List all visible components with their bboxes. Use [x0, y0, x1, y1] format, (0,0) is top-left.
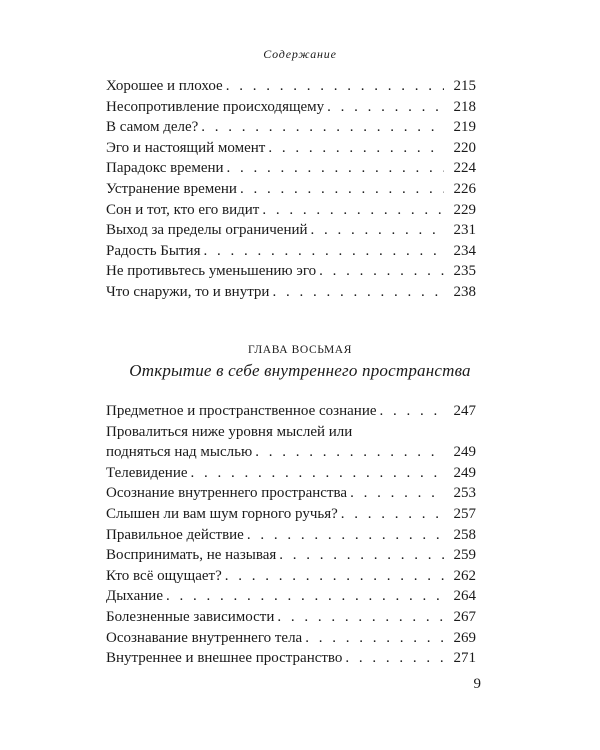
toc-entry[interactable]	[106, 179, 476, 200]
toc-entry[interactable]	[106, 117, 476, 138]
chapter-label: ГЛАВА ВОСЬМАЯ	[248, 344, 352, 356]
toc-entry-title: Парадокс времени	[106, 160, 224, 177]
dot-leader	[226, 76, 444, 97]
toc-entry-page: 249	[453, 444, 476, 461]
toc-entry[interactable]	[106, 76, 476, 97]
toc-entry-page: 218	[453, 98, 476, 115]
toc-entry-title: Кто всё ощущает?	[106, 567, 222, 584]
dot-leader	[191, 463, 444, 484]
dot-leader	[350, 483, 444, 504]
toc-entry-title: Дыхание	[106, 588, 163, 605]
dot-leader	[311, 220, 444, 241]
running-head: Содержание	[263, 47, 337, 61]
toc-entry-page: 231	[453, 222, 476, 239]
dot-leader	[255, 442, 444, 463]
toc-entry-page: 269	[453, 629, 476, 646]
toc-entry-page: 224	[453, 160, 476, 177]
toc-entry-title: Радость Бытия	[106, 242, 201, 259]
toc-entry-page: 253	[453, 485, 476, 502]
toc-entry[interactable]	[106, 200, 476, 221]
dot-leader	[240, 179, 444, 200]
dot-leader	[277, 607, 444, 628]
toc-entry[interactable]	[106, 138, 476, 159]
toc-entry-title: Телевидение	[106, 464, 188, 481]
toc-entry-title: Осознавание внутреннего тела	[106, 629, 303, 646]
chapter-title: Открытие в себе внутреннего пространства	[129, 361, 471, 380]
dot-leader	[201, 117, 444, 138]
toc-entry[interactable]	[106, 586, 476, 607]
toc-entry-page: 258	[453, 526, 476, 543]
toc-entry[interactable]	[106, 648, 476, 669]
toc-entry-title-line1: Провалиться ниже уровня мыслей или	[106, 423, 353, 440]
toc-entry[interactable]	[106, 158, 476, 179]
toc-entry-page: 215	[453, 78, 476, 94]
dot-leader	[203, 241, 444, 262]
dot-leader	[262, 200, 444, 221]
dot-leader	[305, 628, 444, 649]
dot-leader	[279, 545, 444, 566]
toc-entry-title: подняться над мыслью	[106, 444, 253, 461]
toc-entry-title: Несопротивление происходящему	[106, 98, 325, 115]
dot-leader	[345, 648, 444, 669]
toc-entry[interactable]	[106, 220, 476, 241]
toc-entry-page: 219	[453, 119, 476, 136]
dot-leader	[247, 525, 444, 546]
toc-entry[interactable]	[106, 628, 476, 649]
toc-entry-page: 220	[453, 139, 476, 156]
toc-entry-title: Что снаружи, то и внутри	[106, 283, 270, 300]
dot-leader	[166, 586, 444, 607]
toc-entry-page: 264	[453, 588, 476, 605]
toc-entry-title: Слышен ли вам шум горного ручья?	[106, 505, 338, 522]
toc-entry[interactable]	[106, 566, 476, 587]
toc-entry-page: 262	[453, 567, 476, 584]
dot-leader	[227, 158, 444, 179]
toc-entry-page: 229	[453, 201, 476, 218]
toc-entry-title: Эго и настоящий момент	[106, 139, 266, 156]
toc-entry-title: Правильное действие	[106, 526, 244, 543]
toc-entry-title: Устранение времени	[106, 180, 237, 197]
dot-leader	[341, 504, 444, 525]
toc-entry-title: Воспринимать, не называя	[106, 547, 277, 564]
toc-entry[interactable]	[106, 504, 476, 525]
toc-entry-title: Не противьтесь уменьшению эго	[106, 263, 317, 280]
dot-leader	[225, 566, 444, 587]
toc-entry-title: Выход за пределы ограничений	[106, 222, 308, 239]
dot-leader	[272, 282, 444, 303]
toc-entry-page: 235	[453, 263, 476, 280]
toc-chapter-eight	[106, 401, 476, 669]
toc-entry-title: Хорошее и плохое	[106, 78, 223, 94]
toc-entry[interactable]	[106, 545, 476, 566]
toc-entry-title: Внутреннее и внешнее пространство	[106, 650, 343, 667]
toc-entry[interactable]	[106, 282, 476, 303]
toc-entry[interactable]	[106, 483, 476, 504]
dot-leader	[327, 97, 444, 118]
dot-leader	[268, 138, 444, 159]
toc-entry[interactable]	[106, 463, 476, 484]
dot-leader	[380, 401, 445, 422]
toc-entry[interactable]	[106, 241, 476, 262]
toc-entry-title: Осознание внутреннего пространства	[106, 485, 348, 502]
page-number: 9	[473, 676, 481, 692]
toc-entry-page: 257	[453, 505, 476, 522]
toc-entry-page: 238	[453, 283, 476, 300]
toc-entry-title: Сон и тот, кто его видит	[106, 201, 260, 218]
dot-leader	[319, 261, 444, 282]
toc-entry[interactable]	[106, 261, 476, 282]
toc-entry-title: Болезненные зависимости	[106, 608, 275, 625]
toc-entry[interactable]	[106, 607, 476, 628]
toc-section-one	[106, 76, 476, 303]
toc-entry-page: 259	[453, 547, 476, 564]
toc-entry-page: 226	[453, 180, 476, 197]
toc-entry-title: Предметное и пространственное сознание	[106, 403, 377, 419]
toc-entry[interactable]	[106, 401, 476, 422]
toc-entry-page: 247	[453, 403, 476, 419]
toc-entry-page: 234	[453, 242, 476, 259]
toc-entry-title: В самом деле?	[106, 119, 199, 136]
toc-entry[interactable]	[106, 97, 476, 118]
toc-entry[interactable]	[106, 422, 476, 463]
toc-entry[interactable]	[106, 525, 476, 546]
toc-entry-page: 267	[453, 608, 476, 625]
toc-entry-page: 271	[453, 650, 476, 667]
toc-entry-page: 249	[453, 464, 476, 481]
